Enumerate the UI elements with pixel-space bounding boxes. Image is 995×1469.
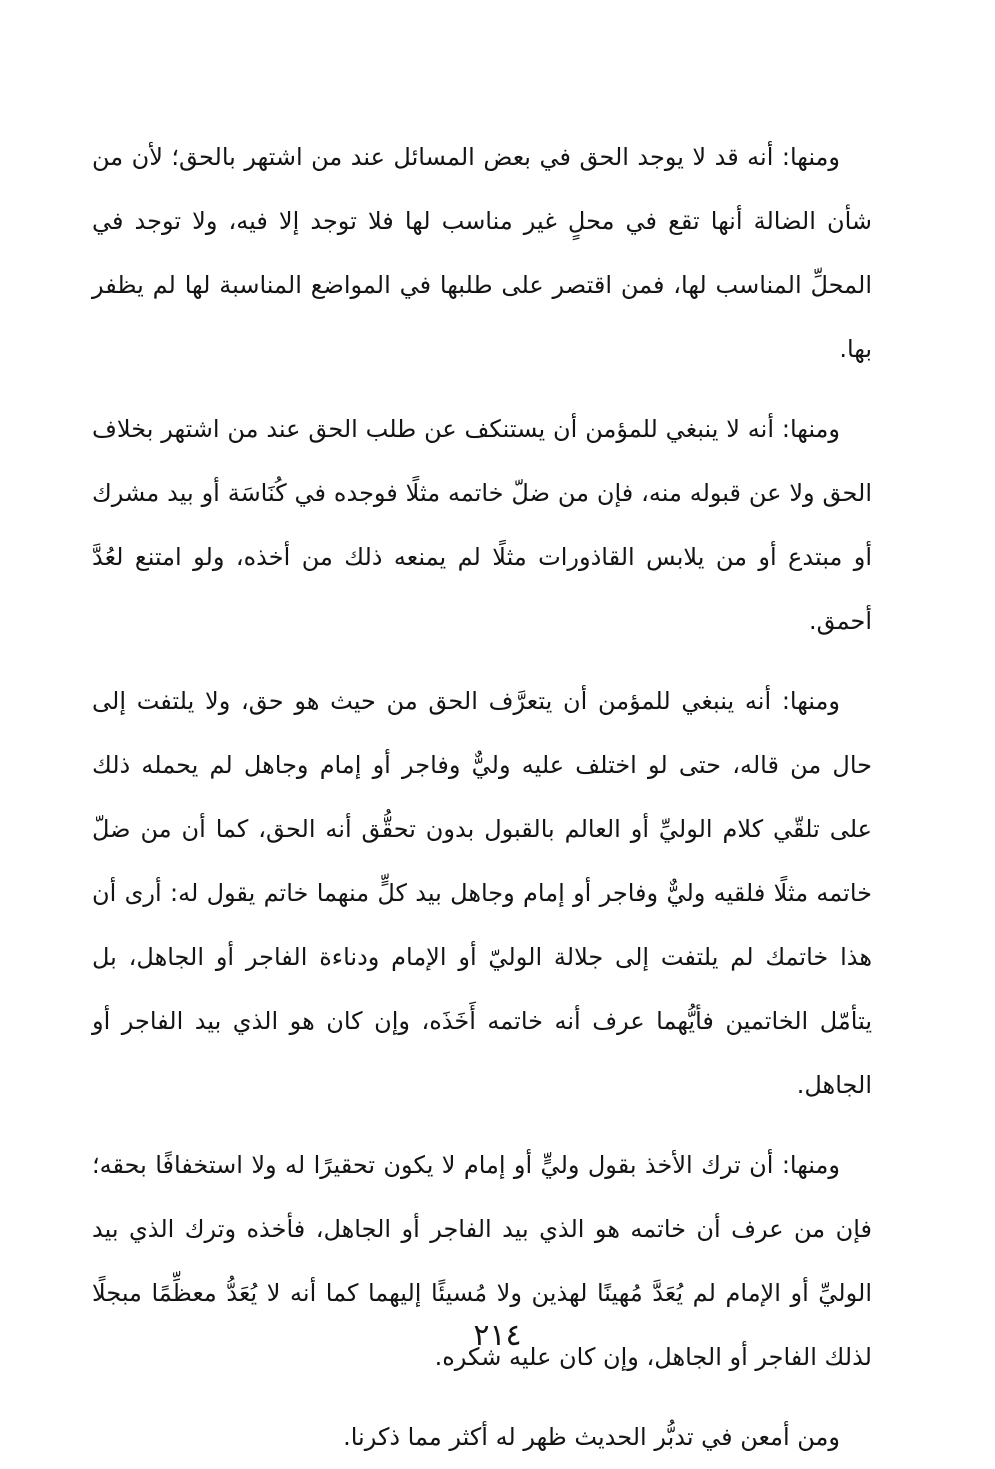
paragraph-5: ومن أمعن في تدبُّر الحديث ظهر له أكثر مما ذكرنا. [343,1423,840,1451]
paragraph-1: ومنها: أنه قد لا يوجد الحق في بعض المسائل عند من اشتهر بالحق؛ لأن من شأن الضالة أنها تقع في محلٍ غير مناسب لها فلا توجد إلا فيه، ولا توجد في المحلِّ المناسب لها، فمن اقتصر على طلبها في المواضع المناسبة لها لم يظفر بها. [92,143,872,363]
paragraph-4: ومنها: أن ترك الأخذ بقول وليٍّ أو إمام لا يكون تحقيرًا له ولا استخفافًا بحقه؛ فإن من عرف أن خاتمه هو الذي بيد الفاجر أو الجاهل، فأخذه وترك الذي بيد الوليِّ أو الإمام لم يُعَدَّ مُهينًا لهذين ولا مُسيئًا إليهما كما أنه لا يُعَدُّ معظِّمًا مبجلًا لذلك الفاجر أو الجاهل، وإن كان عليه شكره. [92,1151,872,1371]
body-text [92,125,872,1469]
paragraph-3: ومنها: أنه ينبغي للمؤمن أن يتعرَّف الحق من حيث هو حق، ولا يلتفت إلى حال من قاله، حتى لو اختلف عليه وليٌّ وفاجر أو إمام وجاهل لم يحمله ذلك على تلقّي كلام الوليِّ أو العالم بالقبول بدون تحقُّق أنه الحق، كما أن من ضلّ خاتمه مثلًا فلقيه وليٌّ وفاجر أو إمام وجاهل بيد كلٍّ منهما خاتم يقول له: أرى أن هذا خاتمك لم يلتفت إلى جلالة الوليّ أو الإمام ودناءة الفاجر أو الجاهل، بل يتأمّل الخاتمين فأيُّهما عرف أنه خاتمه أَخَذَه، وإن كان هو الذي بيد الفاجر أو الجاهل. [92,687,872,1099]
paragraph-2: ومنها: أنه لا ينبغي للمؤمن أن يستنكف عن طلب الحق عند من اشتهر بخلاف الحق ولا عن قبوله منه، فإن من ضلّ خاتمه مثلًا فوجده في كُنَاسَة أو بيد مشرك أو مبتدع أو من يلابس القاذورات مثلًا لم يمنعه ذلك من أخذه، ولو امتنع لعُدَّ أحمق. [92,415,872,635]
page-number: ٢١٤ [473,1318,522,1353]
